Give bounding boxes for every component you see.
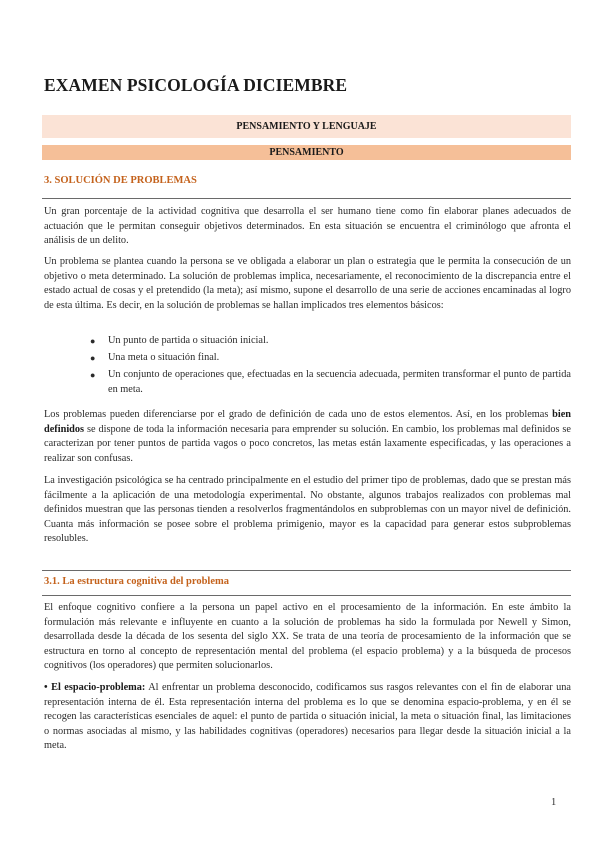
bullet-icon: ● [90,370,96,380]
paragraph-problema: Un problema se plantea cuando la persona se ve obligada a elaborar un plan o estrategia que le permita la consecución de un objetivo o meta determinado. La solución de problemas implica, necesariamente, el reconocimiento de la discrepancia entre el estado actual de cosas y el pretendido (la meta); así mismo, supone el desarrollo de una serie de acciones encaminadas al logro de esta última. Es decir, en la solución de problemas se hallan implicados tres elementos básicos: [44,256,571,311]
section-band: PENSAMIENTO Y LENGUAJE [42,115,571,138]
section-divider [42,198,571,199]
elements-list [44,334,571,400]
paragraph-definicion: Los problemas pueden diferenciarse por el grado de definición de cada uno de estos elementos. Así, en los problemas bien definidos se dispone de toda la información necesaria para emprender su solución. En cambio, los problemas mal definidos se caracterizan por tener puntos de partida vagos o poco concretos, las metas están laxamente especificadas, y las operaciones a realizar son confusas. [44,409,571,464]
subsection-divider-top [42,570,571,571]
bold-term: • El espacio-problema: [44,682,146,693]
bullet-icon: ● [90,336,96,346]
subsection-band: PENSAMIENTO [42,145,571,160]
list-item: ● Un conjunto de operaciones que, efectuadas en la secuencia adecuada, permiten transformar el punto de partida en meta. [90,369,571,395]
subsection-heading-estructura: 3.1. La estructura cognitiva del problema [44,576,230,587]
paragraph-espacio-problema: • El espacio-problema: Al enfrentar un problema desconocido, codificamos sus rasgos relevantes con el fin de elaborar una representación interna de él. Esta representación interna del problema es lo que se denomina espacio-problema, y en él se recogen las características esenciales de aquel: el punto de partida o situación inicial, la meta o situación final, las limitaciones o normas asociadas al mismo, y las habilidades cognitivas (operadores) necesarios para llegar desde la situación inicial a la meta. [44,682,572,751]
list-item: ● Una meta o situación final. [44,351,571,366]
list-item: ● Un punto de partida o situación inicial. [44,334,571,349]
bullet-icon: ● [90,353,96,363]
paragraph-intro: Un gran porcentaje de la actividad cognitiva que desarrolla el ser humano tiene como fin elaborar planes adecuados de actuación que le permitan conseguir objetivos determinados. En esta situación se encuentra el criminólogo que afronta el análisis de un delito. [44,206,571,246]
paragraph-enfoque: El enfoque cognitivo confiere a la persona un papel activo en el procesamiento de la información. En este ámbito la formulación más relevante e influyente en cuanto a la solución de problemas ha sido la formulada por Newell y Simon, desarrollada desde la década de los sesenta del siglo XX. Se trata de una teoría de procesamiento de la información que se estructura en torno al concepto de representación mental del problema (el espacio problema) y a la búsqueda de procesos cognitivos (los operadores) que permiten solucionarlos. [44,602,571,671]
page-title: EXAMEN PSICOLOGÍA DICIEMBRE [44,75,348,95]
page-number: 1 [551,797,557,808]
paragraph-investigacion: La investigación psicológica se ha centrado principalmente en el estudio del primer tipo de problemas, dado que se prestan más fácilmente a la aplicación de una metodología experimental. No obstante, algunos trabajos realizados con problemas mal definidos muestran que las personas tienden a resolverlos fragmentándolos en subproblemas con un mayor nivel de definición. Cuanta más información se posee sobre el problema primigenio, mayor es la capacidad para generar estos subproblemas resolubles. [44,475,571,544]
subsection-divider-bottom [42,595,571,596]
bold-term: bien definidos [44,409,571,435]
section-heading-solucion: 3. SOLUCIÓN DE PROBLEMAS [44,175,197,186]
